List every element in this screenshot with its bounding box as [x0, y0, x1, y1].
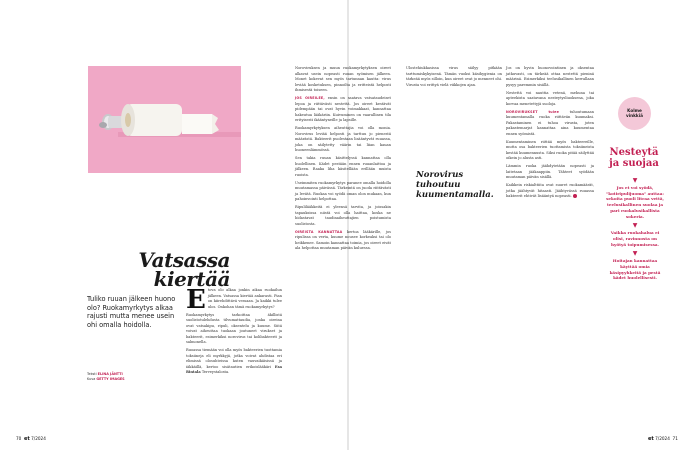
issue-number: 7/2024 [655, 436, 670, 441]
arrow-down-icon: ▼ [632, 222, 638, 230]
left-body-column [186, 285, 282, 378]
body-paragraph: Nestettä voi nauttia vetenä, mehuna tai apteekista saatavana nesteytysliuoksena, joka korvaa menetettyjä suoloja. [506, 90, 594, 106]
body-paragraph: Ruokamyrkytys tarkoittaa äkillistä suolistotulehdusta tilvumattaudia, jonka oireina ovat vatsakipu, ripuli, oksentelu ja kuume. Siitä voivat aiheuttaa tuokaan joutuneet virukset ja bakteerit, esimerkiksi norovirus tai kolibakteerit ja salmonella. [186, 312, 282, 344]
body-paragraph: Noroviruksen ja muun ruokamyrkytyksen oireet alkavat usein nopeasti ruuan syömisen jälkeen. Monet kokevat sen myös tartunnan kautta: virus leviää kosketuksen, pinnoilta ja eritteistä helposti ihmisestä toiseen. [295, 66, 391, 92]
middle-column-2b [506, 66, 594, 202]
body-paragraph: Kuumentaminen riittää myös bakteereille, mutta osa bakteerien tuottamista toksiineista kestää kuumennusta. Siksi ruoka pitää säilyttää oikein jo alusta asti. [506, 139, 594, 160]
body-paragraph: JOS OIREILEE, ensin on saatava vatsataudeiset lepoa ja riittävästi nestettä. Jos oireet kestävät pidempään tai ovat hyvin voimakkaat, kannattaa hakeutua lääkäriin. Kuivuminen on vaarallinen tila erityisesti ikääntyneille ja lapsille. [295, 96, 391, 122]
arrow-down-icon: ▼ [632, 177, 638, 184]
drop-cap: E [186, 285, 206, 315]
sidebar-tip: ▼ Hoitajan kannattaa käyttää omia käsipyyhkeitä ja pestä kädet huolellisesti. [606, 251, 664, 281]
body-paragraph: Jos on hyvin huonovointinen ja oksentaa jatkuvasti, on tärkeää ottaa nestettä pieninä määrinä. Esimerkiksi teelusikallinen kerrallaan pysyy paremmin sisällä. [506, 66, 594, 87]
expert-name: Esa Rintala [186, 364, 282, 374]
middle-column-2a [406, 66, 502, 91]
end-mark-icon [573, 194, 577, 198]
page-number: 70 [16, 436, 22, 441]
toilet-paper-photo [88, 66, 241, 173]
sidebar-tip: ▼ Jos et voi syödä, "kotiripulijuoma" auttaa: sekoita puoli litraa vettä, teelusikallinen suolaa ja pari ruokalusikallista sokeria. [606, 177, 664, 219]
body-paragraph: Sen takia ruuan käsittelyssä kannattaa olla huolellinen. Kädet pestään ennen ruuanlaittoa ja jälkeen. Raaka liha käsitellään erillään muista ruoista. [295, 156, 391, 177]
text-credit: Teksti ELINA JÄNTTI [87, 372, 123, 376]
tips-badge: Kolme vinkkiä [618, 97, 651, 130]
body-paragraph: Ruokamyrkytyksen aiheuttajia voi olla monia. Norovirus leviää helposti ja tarttuu jo pienestä määrästä. Bakteerit puolestaan lisääntyvät ruuassa, joka on säilytetty väärin tai liian kauan huoneenlämmössä. [295, 126, 391, 152]
magazine-logo: et [648, 436, 654, 442]
body-paragraph: NOROVIRUKSET tulee tuhoutumaan kuumentamalla ruoka riittävän kuumaksi. Pakastaminen ei tuhoa virusta, joten pakastemarjat kannattaa aina kuumentaa ennen syömistä. [506, 109, 594, 136]
body-paragraph: Ruoassa tiemään voi olla myös bakteerien tuottamia toksiineja eli myrkkyjä, jotka voivat ahdistaa eri elimissä olosuhteissa kuten vauvaikäisissä ja iäkkäillä, kertoo sisätautien erikoislääkäri Esa Rintala Terveystalosta. [186, 348, 282, 374]
issue-number: 7/2024 [31, 436, 46, 441]
article-headline: Vatsassa kiertää [138, 248, 230, 291]
body-paragraph: Ulostehiukkasissa virus säilyy pitkään tarttumiskykyisenä. Tämän vuoksi käsihygienia on tärkeää myös silloin, kun oireet ovat jo menneet ohi. Virusta voi erittyä vielä viikkojen ajan. [406, 66, 502, 87]
pull-quote: Norovirus tuhoutuu kuumentamalla. [416, 170, 494, 200]
article-lede: Tuliko ruuan jälkeen huono olo? Ruokamyrkytys alkaa rajusti mutta menee usein ohi omalla hoidolla. [87, 295, 176, 329]
body-paragraph: Useimmiten ruokamyrkytys paranee omalla hoidolla muutamassa päivässä. Tärkeintä on juoda riittävästi ja levätä. Ruokaa voi syödä oman olon mukaan, kun pahoinvointi helpottaa. [295, 180, 391, 201]
arrow-down-icon: ▼ [632, 250, 638, 258]
body-paragraph: Lämmin ruoka jäähdytetään nopeasti ja laitetaan jääkaappiin. Tähteet syödään muutaman päivän sisällä. [506, 164, 594, 179]
left-footer [16, 436, 46, 442]
sidebar-heading: Nesteytä ja suojaa [609, 147, 659, 169]
page-number: 71 [672, 436, 678, 441]
sidebar-tips [606, 178, 664, 285]
right-footer [648, 436, 678, 442]
body-paragraph: OIREISTA KANNATTAA kertoa lääkärille, jos ripulissa on verta, kuume nousee korkeaksi tai olo heikkenee. Samoin kannattaa toimia, jos oireet eivät ala helpottaa muutaman päivän kuluessa. [295, 229, 391, 250]
sidebar-tip: ▼ Vaikka ruokahalua ei olisi, ravinnosta on hyötyä toipumisessa. [606, 223, 664, 247]
middle-column-1 [295, 66, 391, 254]
credits [87, 372, 177, 382]
photo-credit: Kuva GETTY IMAGES [87, 377, 125, 381]
body-paragraph: Kaikkein riskialttiita ovat suuret ruokamäärät, jotka jäähtyvät hitaasti. Jäähtyvässä ruuassa bakteerit ehtivät lisääntyä nopeasti. [506, 183, 594, 198]
body-paragraph: Ripulilääkkeitä ei yleensä tarvita, ja joissakin tapauksissa niistä voi olla haittaa, koska ne hidastavat taudinaiheuttajien poistumista suolistosta. [295, 205, 391, 226]
intro-paragraph: Etova olo alkaa jonkin aikaa ruokailun jälkeen. Vatsassa kiertää ankarasti. Pian on kiirehdittävä vessaan. Ja kaikki tulee ulos. Onkohan tämä ruokamyrkytys? [186, 285, 282, 315]
toilet-paper-illustration [88, 66, 241, 173]
magazine-logo: et [24, 436, 30, 442]
